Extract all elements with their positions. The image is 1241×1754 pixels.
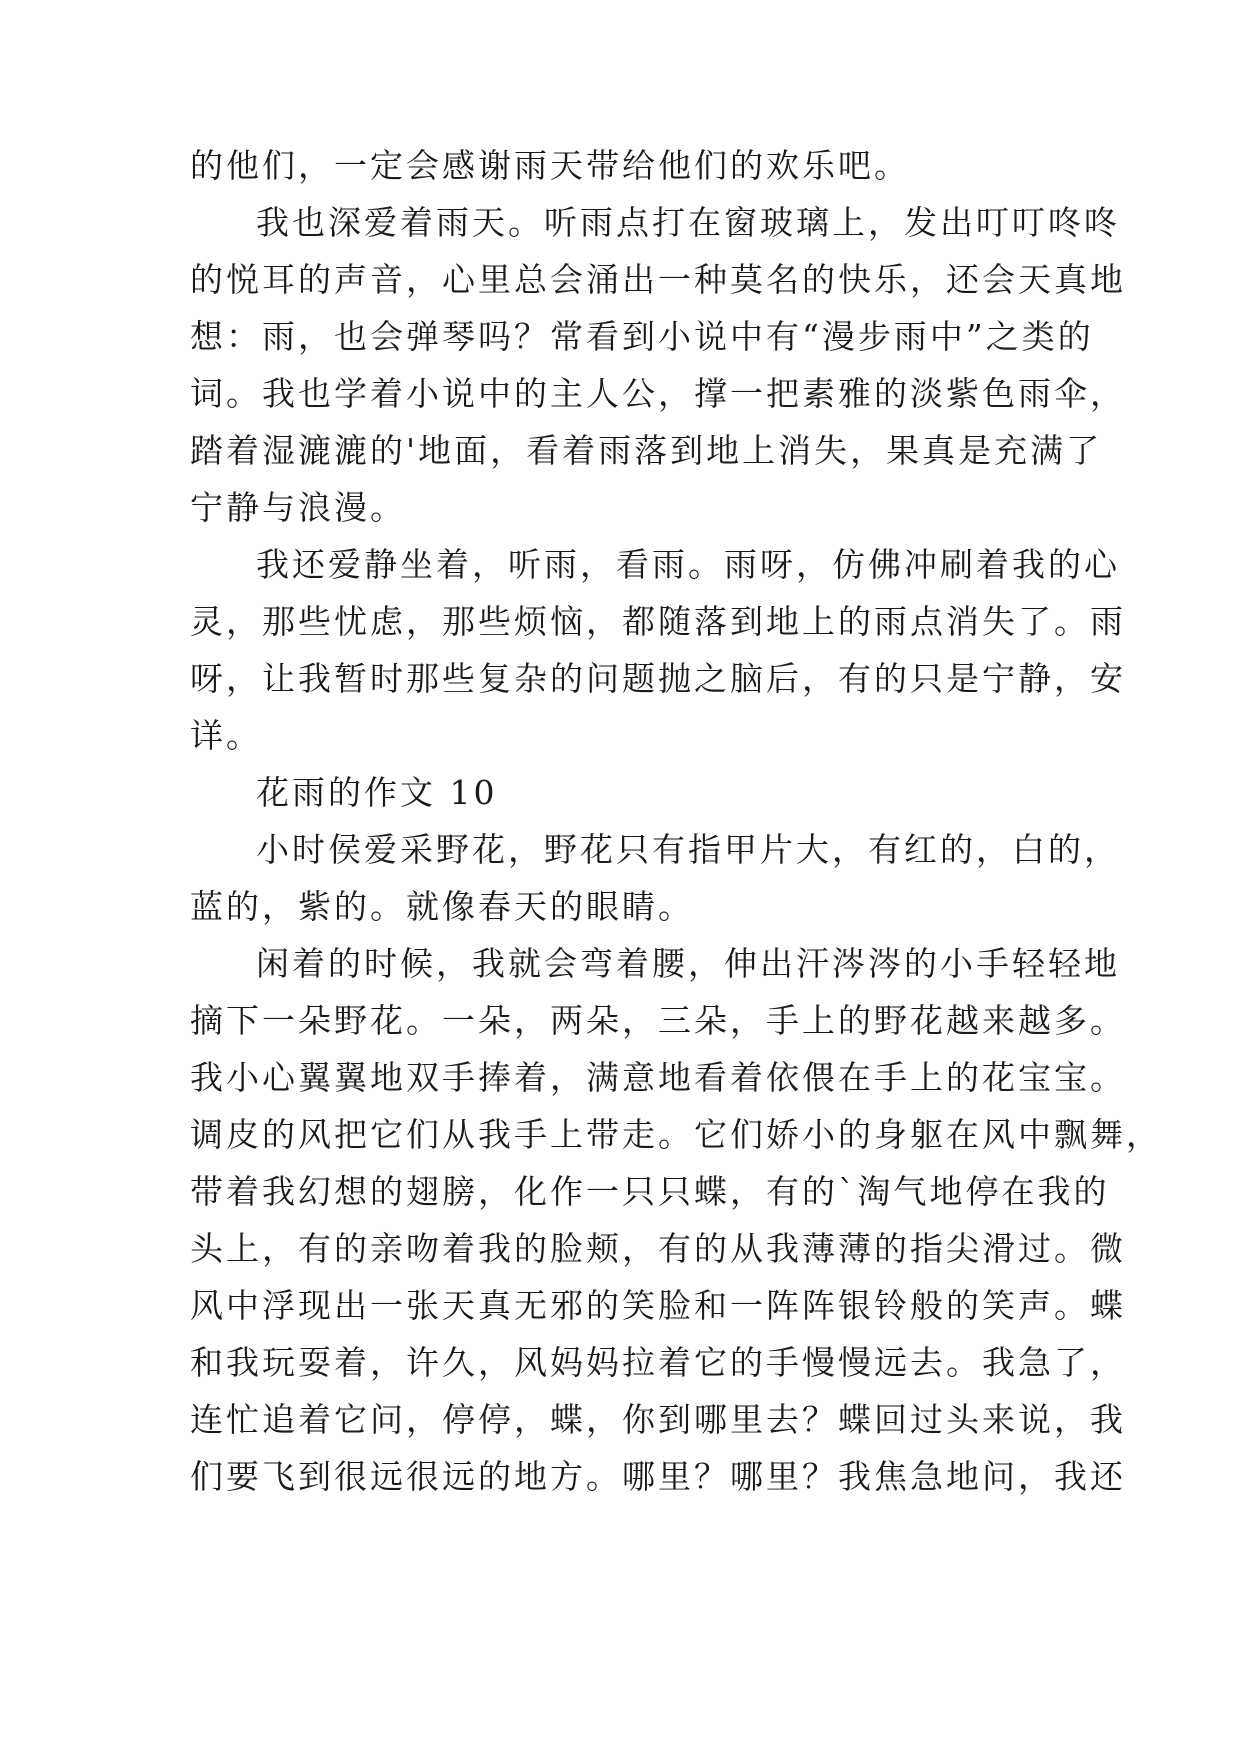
text-line: 的他们，一定会感谢雨天带给他们的欢乐吧。 <box>190 146 910 185</box>
text-line: 和我玩耍着，许久，风妈妈拉着它的手慢慢远去。我急了， <box>190 1343 1126 1382</box>
text-line: 宁静与浪漫。 <box>190 488 406 527</box>
text-line: 词。我也学着小说中的主人公，撑一把素雅的淡紫色雨伞， <box>190 374 1126 413</box>
text-line: 详。 <box>190 716 262 755</box>
text-line: 蓝的，紫的。就像春天的眼睛。 <box>190 887 694 926</box>
text-line: 闲着的时候，我就会弯着腰，伸出汗涔涔的小手轻轻地 <box>256 944 1120 983</box>
text-line: 灵，那些忧虑，那些烦恼，都随落到地上的雨点消失了。雨 <box>190 602 1126 641</box>
text-line: 带着我幻想的翅膀，化作一只只蝶，有的`淘气地停在我的 <box>190 1172 1110 1211</box>
text-line: 踏着湿漉漉的'地面，看着雨落到地上消失，果真是充满了 <box>190 431 1103 470</box>
text-line: 们要飞到很远很远的地方。哪里？哪里？我焦急地问，我还 <box>190 1457 1126 1496</box>
section-heading: 花雨的作文 10 <box>256 773 498 812</box>
text-line: 头上，有的亲吻着我的脸颊，有的从我薄薄的指尖滑过。微 <box>190 1229 1126 1268</box>
text-line: 调皮的风把它们从我手上带走。它们娇小的身躯在风中飘舞， <box>190 1115 1162 1154</box>
text-line: 想：雨，也会弹琴吗？常看到小说中有“漫步雨中”之类的 <box>190 317 1094 356</box>
text-line: 小时侯爱采野花，野花只有指甲片大，有红的，白的， <box>256 830 1120 869</box>
text-line: 呀，让我暂时那些复杂的问题抛之脑后，有的只是宁静，安 <box>190 659 1126 698</box>
text-line: 我还爱静坐着，听雨，看雨。雨呀，仿佛冲刷着我的心 <box>256 545 1120 584</box>
text-line: 摘下一朵野花。一朵，两朵，三朵，手上的野花越来越多。 <box>190 1001 1126 1040</box>
text-line: 连忙追着它问，停停，蝶，你到哪里去？蝶回过头来说，我 <box>190 1400 1126 1439</box>
text-line: 的悦耳的声音，心里总会涌出一种莫名的快乐，还会天真地 <box>190 260 1126 299</box>
text-line: 风中浮现出一张天真无邪的笑脸和一阵阵银铃般的笑声。蝶 <box>190 1286 1126 1325</box>
text-line: 我小心翼翼地双手捧着，满意地看着依偎在手上的花宝宝。 <box>190 1058 1126 1097</box>
text-line: 我也深爱着雨天。听雨点打在窗玻璃上，发出叮叮咚咚 <box>256 203 1120 242</box>
